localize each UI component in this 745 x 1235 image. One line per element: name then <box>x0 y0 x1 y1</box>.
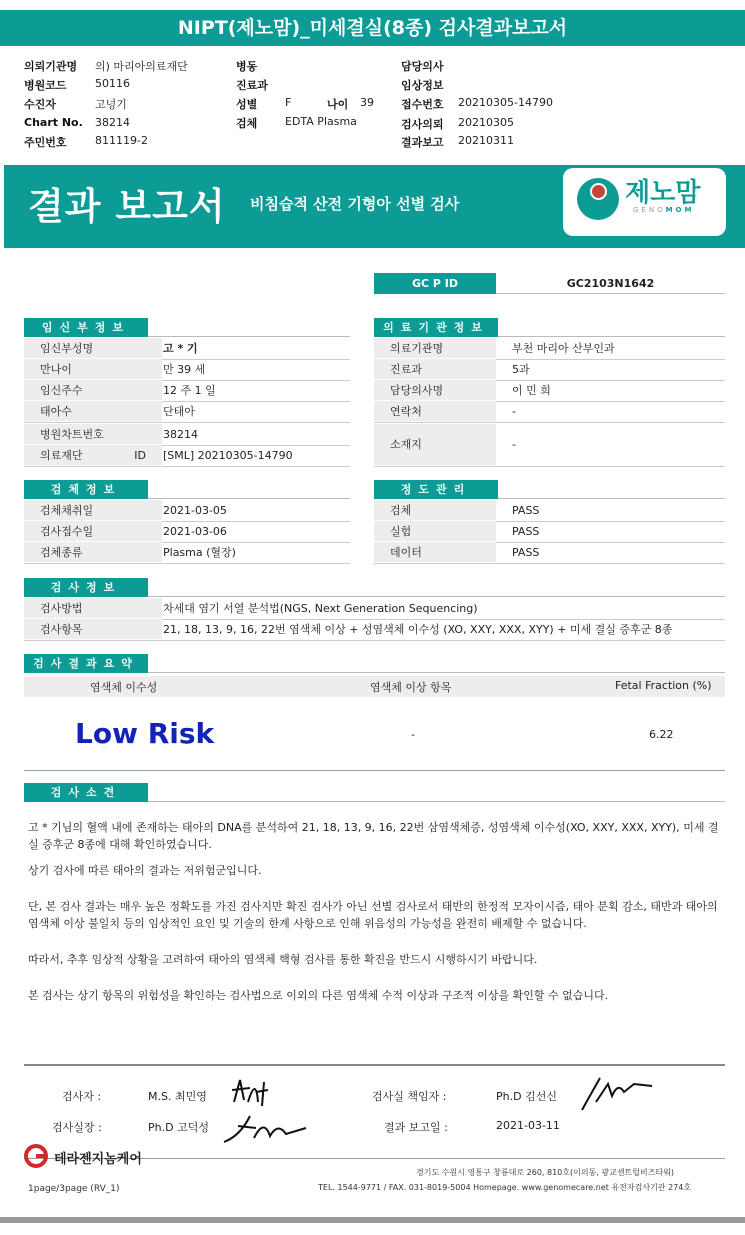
header-value: 38214 <box>95 116 130 129</box>
divider <box>148 498 350 499</box>
page-bottom-bar <box>0 1217 745 1223</box>
header-label: 병동 <box>236 60 258 73</box>
header-label: 수진자 <box>24 98 56 111</box>
chief-label: 검사실장 : <box>52 1121 102 1134</box>
row-value: 2021-03-06 <box>163 525 227 538</box>
row-label: 소재지 <box>390 438 422 451</box>
summary-col-fetal-fraction: Fetal Fraction (%) <box>615 679 712 692</box>
report-date: 2021-03-11 <box>496 1119 560 1132</box>
header-label: 병원코드 <box>24 79 67 92</box>
header-value: 811119-2 <box>95 134 148 147</box>
company-logo-icon <box>24 1144 52 1168</box>
divider <box>24 770 725 771</box>
row-value: PASS <box>512 525 540 538</box>
row-divider <box>24 466 350 467</box>
divider <box>24 1064 725 1066</box>
header-label: 검체 <box>236 117 258 130</box>
tester-signature <box>228 1072 274 1112</box>
row-divider <box>374 422 725 423</box>
row-label: 검체 <box>390 504 412 517</box>
row-value: 2021-03-05 <box>163 504 227 517</box>
row-divider <box>24 640 725 641</box>
director-signature <box>578 1072 658 1116</box>
director-label: 검사실 책임자 : <box>372 1090 447 1103</box>
gcp-id-value: GC2103N1642 <box>496 273 725 294</box>
logo-emblem-icon <box>590 183 607 200</box>
qc-info-section-title: 정도관리 <box>374 480 498 499</box>
row-divider <box>374 563 725 564</box>
row-value: 고 * 기 <box>163 342 198 355</box>
header-label: 의뢰기관명 <box>24 60 78 73</box>
row-value: Plasma (혈장) <box>163 546 236 559</box>
finding-paragraph-1: 고 * 기님의 혈액 내에 존재하는 태아의 DNA를 분석하여 21, 18, 13, 9, 16, 22번 삼염색체증, 성염색체 이수성(XO, XXY, XXX, XYY), 미세 결실 증후군 8종에 대해 확인하였습니다. <box>28 821 719 851</box>
row-value: - <box>512 438 516 451</box>
header-value: 의) 마리아의료재단 <box>95 60 188 73</box>
row-label: 의료기관명 <box>390 342 444 355</box>
header-value: EDTA Plasma <box>285 115 357 128</box>
header-label: 성별 <box>236 98 258 111</box>
finding-paragraph-4: 따라서, 추후 임상적 상황을 고려하여 태아의 염색체 핵형 검사를 통한 확진을 반드시 시행하시기 바랍니다. <box>28 953 538 966</box>
finding-paragraph-3: 단, 본 검사 결과는 매우 높은 정확도를 가진 검사지만 확진 검사가 아닌 선별 검사로서 태반의 한정적 모자이시즘, 태아 분획 감소, 태반과 태아의 염색체 이상 불일치 등의 임상적인 요인 및 기술의 한계 사항으로 인해 위음성의 가능성을 완전히 배제할 수 없습니다. <box>28 900 718 930</box>
gcp-id-label: GC P ID <box>374 273 496 294</box>
row-value: 이 민 희 <box>512 384 551 397</box>
header-value: 20210311 <box>458 134 514 147</box>
header-value: 고넝기 <box>95 98 127 111</box>
header-value: 50116 <box>95 77 130 90</box>
finding-paragraph-2: 상기 검사에 따른 태아의 결과는 저위험군입니다. <box>28 864 262 877</box>
row-value: PASS <box>512 504 540 517</box>
row-value: [SML] 20210305-14790 <box>163 449 293 462</box>
divider <box>148 336 350 337</box>
row-value: 단태아 <box>163 405 195 418</box>
divider <box>498 498 725 499</box>
company-name: 테라젠지놈케어 <box>54 1152 142 1167</box>
row-label: 진료과 <box>390 363 422 376</box>
findings-section-title: 검사소견 <box>24 783 148 802</box>
director-name: Ph.D 김선신 <box>496 1090 557 1103</box>
specimen-info-section-title: 검체정보 <box>24 480 148 499</box>
abnormal-value: - <box>411 728 415 741</box>
row-value: 12 주 1 일 <box>163 384 216 397</box>
header-value: 20210305 <box>458 116 514 129</box>
row-label: 검체채취일 <box>40 504 94 517</box>
divider <box>148 801 725 802</box>
summary-col-aneuploidy: 염색체 이수성 <box>90 681 158 694</box>
test-info-section-title: 검사정보 <box>24 578 148 597</box>
row-label: 병원차트번호 <box>40 428 104 441</box>
banner-subtitle: 비침습적 산전 기형아 선별 검사 <box>250 195 460 213</box>
row-label: 검사항목 <box>40 623 83 636</box>
header-label: 검사의뢰 <box>401 118 444 131</box>
row-label: 만나이 <box>40 363 72 376</box>
banner-title: 결과 보고서 <box>28 185 226 228</box>
header-label: 결과보고 <box>401 136 444 149</box>
chief-signature <box>220 1108 310 1148</box>
row-value: 38214 <box>163 428 198 441</box>
company-contact: TEL. 1544-9771 / FAX. 031-8019-5004 Homepage. www.genomecare.net 유전자검사기관 274호 <box>318 1183 692 1192</box>
header-label: 주민번호 <box>24 136 67 149</box>
row-label: 검체종류 <box>40 546 83 559</box>
row-value: 차세대 염기 서열 분석법(NGS, Next Generation Sequencing) <box>163 602 478 615</box>
row-label: 실험 <box>390 525 412 538</box>
header-label: 담당의사 <box>401 60 444 73</box>
fetal-fraction-value: 6.22 <box>649 728 674 741</box>
company-address: 경기도 수원시 영통구 창룡대로 260, 810호(이의동, 광교센트럴비즈타워) <box>416 1168 675 1177</box>
page-number: 1page/3page (RV_1) <box>28 1184 120 1194</box>
tester-name: M.S. 최민영 <box>148 1090 207 1103</box>
row-divider <box>24 563 350 564</box>
row-label: 데이터 <box>390 546 422 559</box>
header-value: F <box>285 96 292 109</box>
header-label: 접수번호 <box>401 98 444 111</box>
age-label: 나이 <box>327 98 349 111</box>
row-label: 태아수 <box>40 405 72 418</box>
result-low-risk: Low Risk <box>75 717 215 750</box>
divider <box>148 672 725 673</box>
row-divider <box>24 422 350 423</box>
finding-paragraph-5: 본 검사는 상기 항목의 위험성을 확인하는 검사법으로 이외의 다른 염색체 수적 이상과 구조적 이상을 확인할 수 없습니다. <box>28 989 609 1002</box>
row-label: 담당의사명 <box>390 384 444 397</box>
tester-label: 검사자 : <box>62 1090 102 1103</box>
page-title: NIPT(제노맘)_미세결실(8종) 검사결과보고서 <box>0 10 745 46</box>
row-divider <box>374 466 725 467</box>
divider <box>498 336 725 337</box>
chief-name: Ph.D 고덕성 <box>148 1121 209 1134</box>
header-value: 20210305-14790 <box>458 96 553 109</box>
header-label: 임상정보 <box>401 79 444 92</box>
divider <box>148 596 725 597</box>
row-label: 검사접수일 <box>40 525 94 538</box>
row-value: PASS <box>512 546 540 559</box>
row-label: 임신부성명 <box>40 342 94 355</box>
institution-info-section-title: 의료기관정보 <box>374 318 498 337</box>
row-label: 의료재단 ID <box>40 449 146 462</box>
logo-subtext: GENOMOM <box>633 206 695 214</box>
age-value: 39 <box>360 96 374 109</box>
header-label: 진료과 <box>236 79 268 92</box>
row-label: 연락처 <box>390 405 422 418</box>
row-value: - <box>512 405 516 418</box>
summary-section-title: 검사결과요약 <box>24 654 148 673</box>
report-date-label: 결과 보고일 : <box>384 1121 448 1134</box>
row-label: 검사방법 <box>40 602 83 615</box>
pregnant-info-section-title: 임신부정보 <box>24 318 148 337</box>
header-label: Chart No. <box>24 116 83 129</box>
row-value: 21, 18, 13, 9, 16, 22번 염색체 이상 + 성염색체 이수성 (XO, XXY, XXX, XYY) + 미세 결실 증후군 8종 <box>163 623 673 636</box>
row-value: 부천 마리아 산부인과 <box>512 342 615 355</box>
row-value: 만 39 세 <box>163 363 206 376</box>
summary-col-abnormal: 염색체 이상 항목 <box>370 681 452 694</box>
row-value: 5과 <box>512 363 530 376</box>
logo-text: 제노맘 <box>625 178 701 208</box>
row-label: 임신주수 <box>40 384 83 397</box>
